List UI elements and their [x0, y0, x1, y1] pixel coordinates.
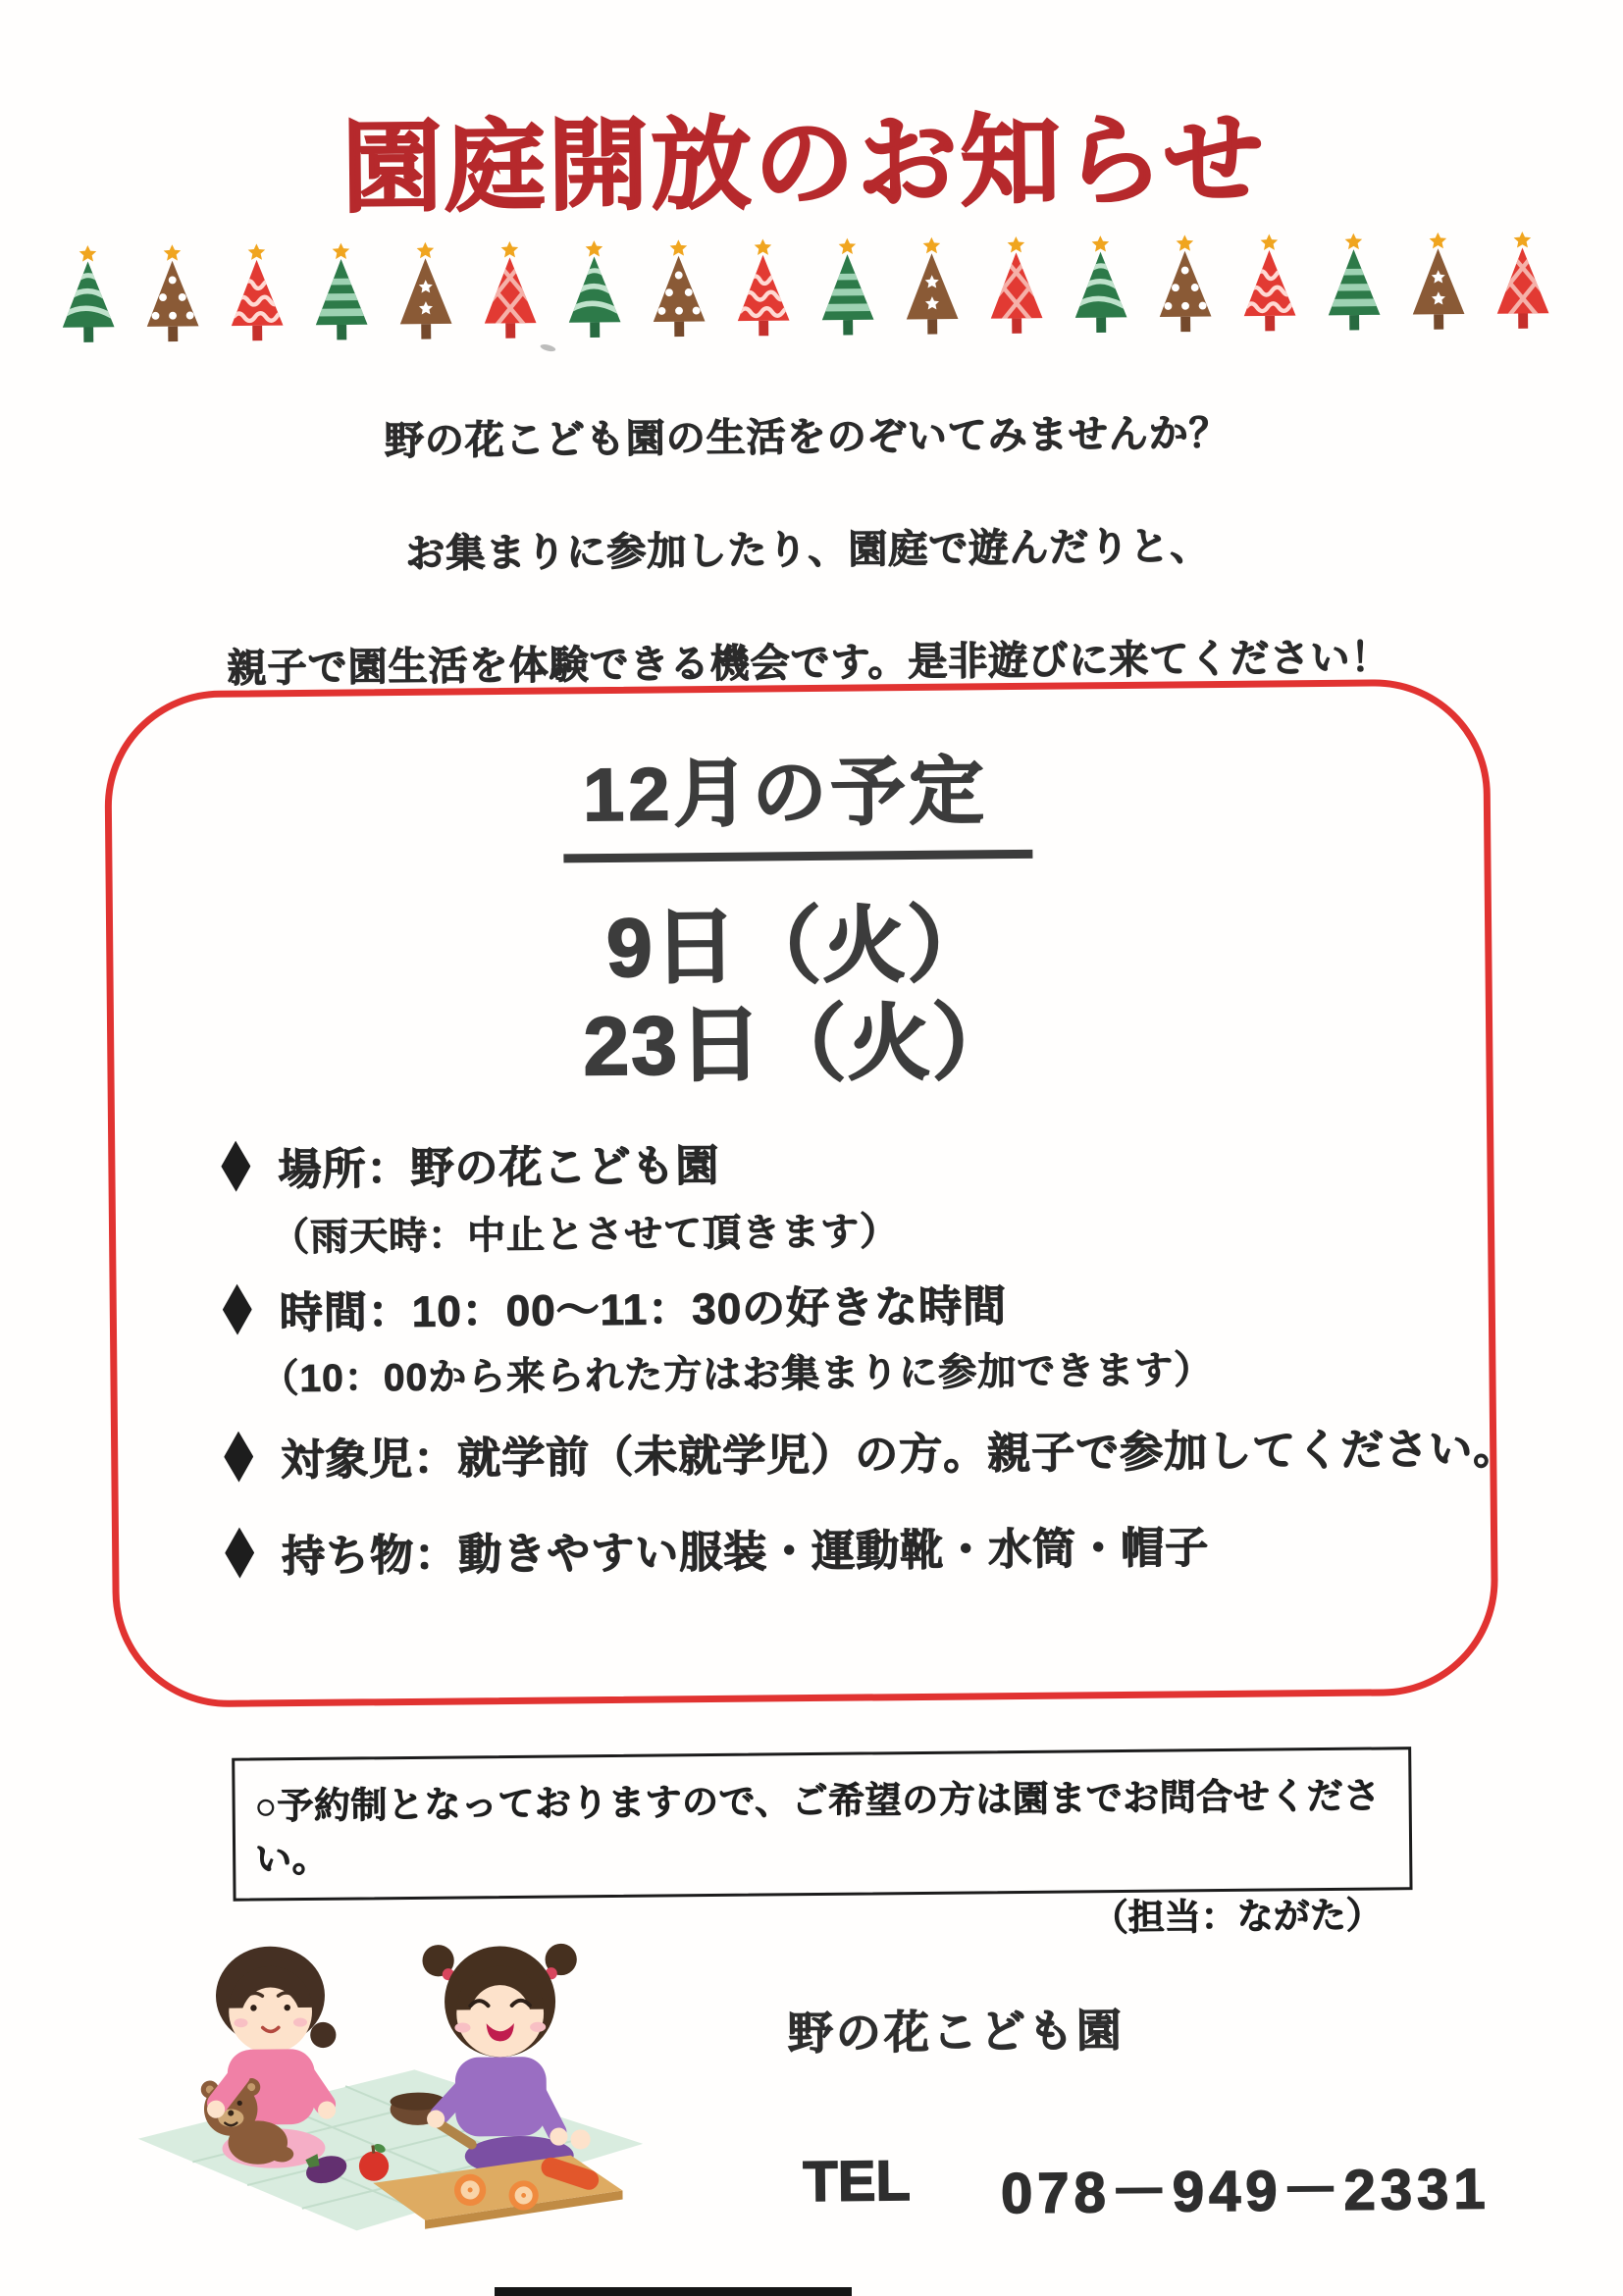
schedule-item-belongings-text: 持ち物：動きやすい服装・運動靴・水筒・帽子: [281, 1524, 1210, 1582]
schedule-item-place: [221, 1130, 720, 1198]
schedule-item-time: [222, 1271, 1007, 1341]
schedule-date-2: 23日（火）: [583, 996, 1018, 1093]
diamond-bullet-icon: [223, 1283, 252, 1334]
christmas-tree-icon: [477, 241, 543, 341]
christmas-tree-icon: [393, 241, 458, 341]
diamond-bullet-icon: [225, 1527, 254, 1578]
christmas-tree-icon: [730, 238, 796, 339]
christmas-tree-icon: [1405, 233, 1471, 333]
schedule-item-time-note: （10：00から来られた方はお集まりに参加できます）: [260, 1349, 1214, 1401]
intro-line-3: 親子で園生活を体験できる機会です。是非遊びに来てください！: [227, 636, 1391, 691]
schedule-item-place-text: 場所：野の花こども園: [278, 1141, 720, 1195]
diamond-bullet-icon: [224, 1431, 253, 1482]
footer-tel: [803, 2142, 1491, 2231]
christmas-tree-icon: [1490, 232, 1555, 332]
christmas-tree-icon: [561, 240, 627, 340]
intro-line-2: お集まりに参加したり、園庭で遊んだりと、: [405, 525, 1211, 576]
christmas-tree-icon: [1236, 234, 1302, 334]
schedule-item-place-note: （雨天時：中止とさせて頂きます）: [270, 1211, 900, 1260]
christmas-tree-icon: [224, 243, 289, 343]
schedule-item-target-text: 対象児：就学前（未就学児）の方。親子で参加してください。: [281, 1425, 1518, 1486]
christmas-tree-icon: [1068, 235, 1133, 336]
reservation-contact-person: （担当：ながた）: [1091, 1895, 1383, 1939]
intro-line-1: 野の花こども園の生活をのぞいてみませんか？: [384, 411, 1230, 464]
schedule-heading: [111, 726, 1484, 866]
reservation-notice-text: ○予約制となっておりますので、ご希望の方は園までお問合せください。: [254, 1775, 1381, 1880]
schedule-item-belongings: [225, 1512, 1210, 1585]
schedule-date-1: 9日（火）: [605, 898, 993, 995]
tel-number: 078－949－2331: [1000, 2157, 1491, 2226]
schedule-heading-text: 12月の予定: [562, 731, 1032, 863]
christmas-tree-icon: [139, 244, 205, 344]
christmas-tree-icon: [814, 237, 880, 338]
schedule-item-time-text: 時間：10：00～11：30の好きな時間: [279, 1282, 1008, 1338]
schedule-item-target: [224, 1413, 1518, 1488]
children-playing-illustration: [120, 1902, 660, 2248]
reservation-notice-box: [232, 1747, 1412, 1939]
christmas-tree-icon: [308, 242, 374, 342]
christmas-tree-icon: [899, 236, 965, 337]
christmas-tree-icon: [646, 239, 711, 339]
scan-speck: [540, 343, 556, 353]
footer-org-name: 野の花こども園: [787, 2004, 1126, 2060]
christmas-tree-icon: [55, 245, 121, 345]
page-title: 園庭開放のお知らせ: [341, 103, 1268, 225]
december-schedule-box: [104, 678, 1518, 1708]
scan-edge-artifact: [495, 2287, 852, 2296]
christmas-tree-divider: [55, 232, 1555, 345]
diamond-bullet-icon: [221, 1140, 250, 1191]
christmas-tree-icon: [983, 236, 1049, 337]
tel-label: TEL: [803, 2149, 912, 2215]
christmas-tree-icon: [1152, 235, 1218, 335]
christmas-tree-icon: [1321, 233, 1387, 333]
